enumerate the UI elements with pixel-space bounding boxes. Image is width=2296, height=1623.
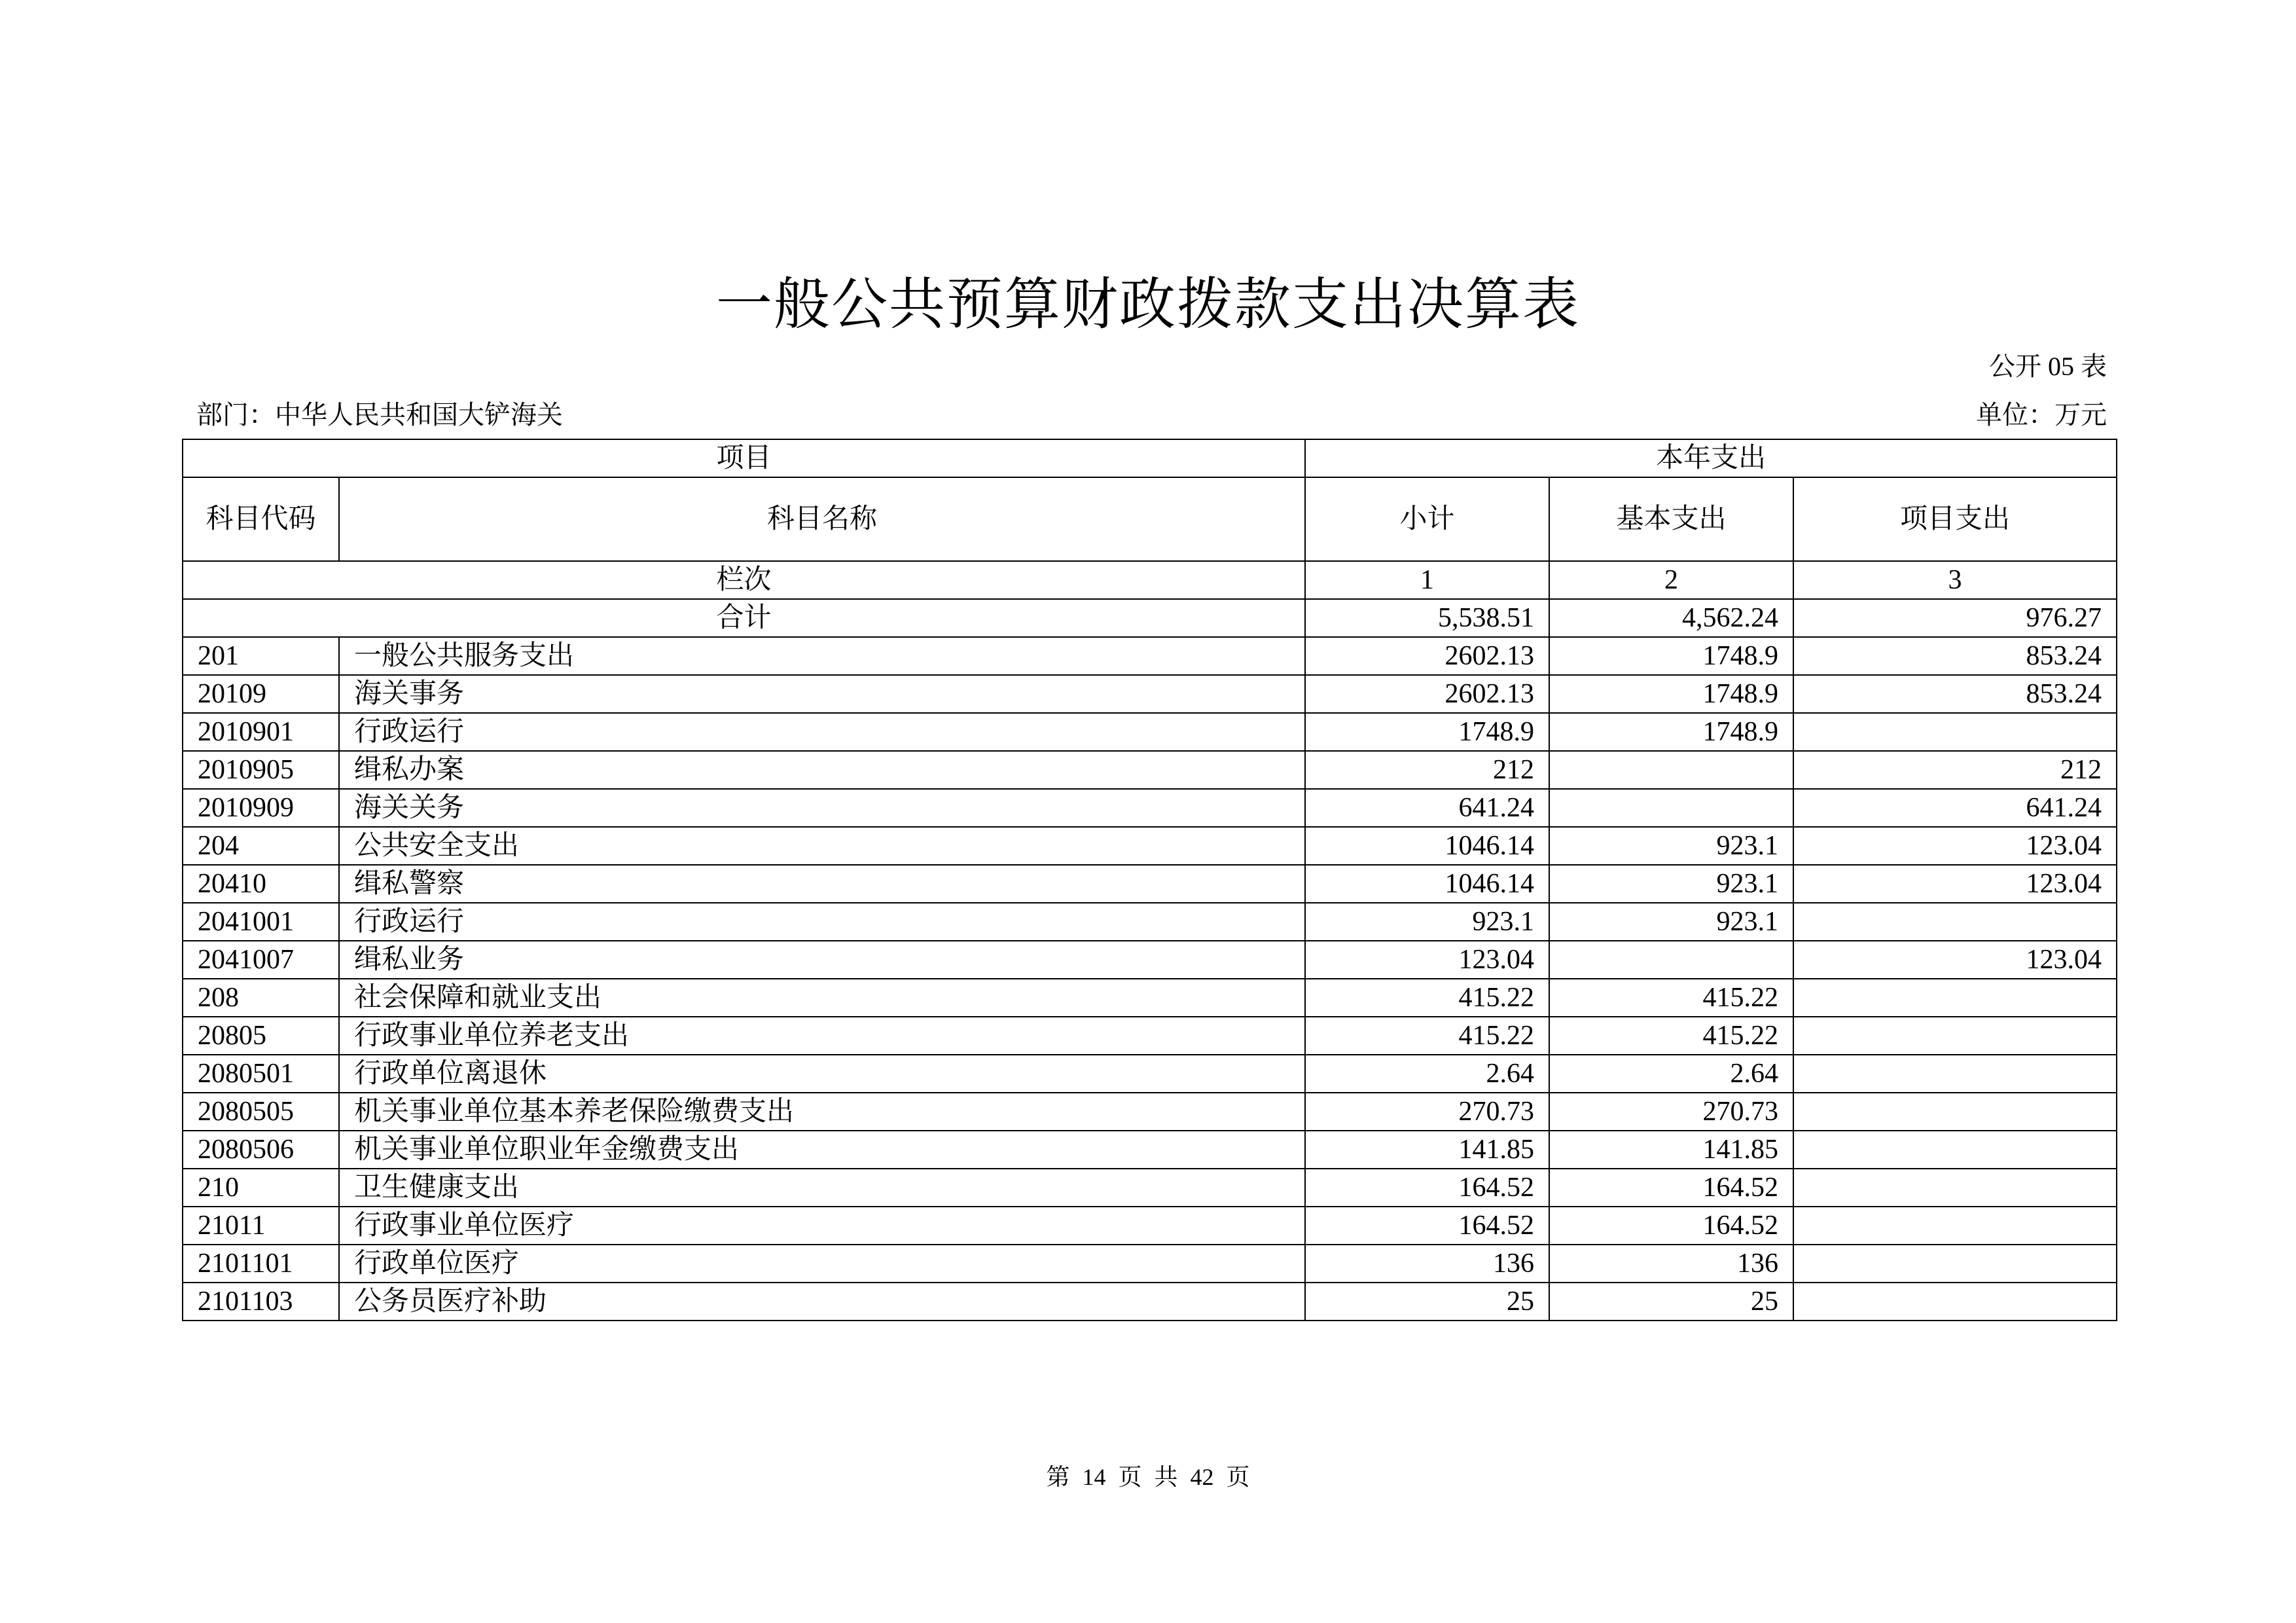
row-basic: 164.52 xyxy=(1549,1207,1793,1245)
row-code: 21011 xyxy=(183,1207,339,1245)
column-index-row xyxy=(183,561,2117,599)
row-subtotal: 641.24 xyxy=(1305,789,1549,827)
row-basic xyxy=(1549,751,1793,789)
row-name: 海关事务 xyxy=(339,675,1305,713)
header-basic: 基本支出 xyxy=(1549,477,1793,561)
header-project-expenditure: 项目支出 xyxy=(1793,477,2117,561)
row-project: 123.04 xyxy=(1793,865,2117,903)
row-project xyxy=(1793,1131,2117,1169)
header-row-top xyxy=(183,439,2117,477)
row-name: 缉私办案 xyxy=(339,751,1305,789)
row-code: 2101101 xyxy=(183,1245,339,1283)
table-row xyxy=(183,675,2117,713)
row-subtotal: 164.52 xyxy=(1305,1169,1549,1207)
row-subtotal: 2602.13 xyxy=(1305,675,1549,713)
table-row xyxy=(183,751,2117,789)
row-code: 2080501 xyxy=(183,1055,339,1093)
row-code: 2080506 xyxy=(183,1131,339,1169)
row-subtotal: 123.04 xyxy=(1305,941,1549,979)
row-subtotal: 923.1 xyxy=(1305,903,1549,941)
row-name: 卫生健康支出 xyxy=(339,1169,1305,1207)
form-number: 公开 05 表 xyxy=(1989,352,2107,381)
page-title: 一般公共预算财政拨款支出决算表 xyxy=(716,273,1580,336)
row-basic: 2.64 xyxy=(1549,1055,1793,1093)
column-index-label: 栏次 xyxy=(183,561,1305,599)
row-code: 2041001 xyxy=(183,903,339,941)
row-basic: 164.52 xyxy=(1549,1169,1793,1207)
column-index-2: 2 xyxy=(1549,561,1793,599)
row-project xyxy=(1793,1093,2117,1131)
row-subtotal: 1046.14 xyxy=(1305,865,1549,903)
row-name: 行政运行 xyxy=(339,713,1305,751)
row-project xyxy=(1793,1169,2117,1207)
row-basic: 1748.9 xyxy=(1549,713,1793,751)
row-code: 20805 xyxy=(183,1017,339,1055)
row-code: 20109 xyxy=(183,675,339,713)
row-subtotal: 1046.14 xyxy=(1305,827,1549,865)
row-basic: 415.22 xyxy=(1549,979,1793,1017)
table-row xyxy=(183,1283,2117,1321)
total-label: 合计 xyxy=(183,599,1305,637)
header-name: 科目名称 xyxy=(339,477,1305,561)
table-row xyxy=(183,903,2117,941)
row-project xyxy=(1793,1245,2117,1283)
column-index-3: 3 xyxy=(1793,561,2117,599)
row-code: 204 xyxy=(183,827,339,865)
row-code: 210 xyxy=(183,1169,339,1207)
row-code: 2080505 xyxy=(183,1093,339,1131)
row-code: 2010909 xyxy=(183,789,339,827)
row-subtotal: 136 xyxy=(1305,1245,1549,1283)
row-subtotal: 164.52 xyxy=(1305,1207,1549,1245)
row-basic: 25 xyxy=(1549,1283,1793,1321)
row-subtotal: 2.64 xyxy=(1305,1055,1549,1093)
row-project xyxy=(1793,1055,2117,1093)
table-row xyxy=(183,979,2117,1017)
row-subtotal: 270.73 xyxy=(1305,1093,1549,1131)
row-basic: 923.1 xyxy=(1549,827,1793,865)
row-code: 2041007 xyxy=(183,941,339,979)
header-code: 科目代码 xyxy=(183,477,339,561)
row-project: 853.24 xyxy=(1793,675,2117,713)
row-basic: 270.73 xyxy=(1549,1093,1793,1131)
row-project xyxy=(1793,1017,2117,1055)
row-basic: 141.85 xyxy=(1549,1131,1793,1169)
table-row xyxy=(183,713,2117,751)
row-name: 机关事业单位职业年金缴费支出 xyxy=(339,1131,1305,1169)
row-project: 212 xyxy=(1793,751,2117,789)
row-subtotal: 212 xyxy=(1305,751,1549,789)
header-subtotal: 小计 xyxy=(1305,477,1549,561)
total-subtotal: 5,538.51 xyxy=(1305,599,1549,637)
row-name: 公共安全支出 xyxy=(339,827,1305,865)
row-code: 20410 xyxy=(183,865,339,903)
row-subtotal: 141.85 xyxy=(1305,1131,1549,1169)
row-code: 2101103 xyxy=(183,1283,339,1321)
row-project xyxy=(1793,979,2117,1017)
row-name: 海关关务 xyxy=(339,789,1305,827)
table-row xyxy=(183,1169,2117,1207)
row-subtotal: 25 xyxy=(1305,1283,1549,1321)
row-project xyxy=(1793,713,2117,751)
table-row xyxy=(183,941,2117,979)
row-code: 2010905 xyxy=(183,751,339,789)
row-name: 缉私警察 xyxy=(339,865,1305,903)
table-row xyxy=(183,1245,2117,1283)
unit-label: 单位：万元 xyxy=(1976,400,2107,429)
total-project: 976.27 xyxy=(1793,599,2117,637)
table-row xyxy=(183,1017,2117,1055)
row-project: 123.04 xyxy=(1793,827,2117,865)
row-basic: 923.1 xyxy=(1549,865,1793,903)
row-name: 行政事业单位养老支出 xyxy=(339,1017,1305,1055)
row-subtotal: 2602.13 xyxy=(1305,637,1549,675)
table-row xyxy=(183,865,2117,903)
row-name: 行政事业单位医疗 xyxy=(339,1207,1305,1245)
row-code: 2010901 xyxy=(183,713,339,751)
row-name: 一般公共服务支出 xyxy=(339,637,1305,675)
table-row xyxy=(183,1207,2117,1245)
header-current-year: 本年支出 xyxy=(1305,439,2117,477)
row-code: 208 xyxy=(183,979,339,1017)
header-row-columns xyxy=(183,477,2117,561)
table-row xyxy=(183,827,2117,865)
row-basic xyxy=(1549,789,1793,827)
table-row xyxy=(183,637,2117,675)
row-subtotal: 1748.9 xyxy=(1305,713,1549,751)
row-subtotal: 415.22 xyxy=(1305,979,1549,1017)
table-row xyxy=(183,1093,2117,1131)
row-basic: 1748.9 xyxy=(1549,675,1793,713)
row-name: 行政单位医疗 xyxy=(339,1245,1305,1283)
header-project: 项目 xyxy=(183,439,1305,477)
total-row xyxy=(183,599,2117,637)
row-name: 社会保障和就业支出 xyxy=(339,979,1305,1017)
row-basic: 415.22 xyxy=(1549,1017,1793,1055)
row-name: 行政单位离退休 xyxy=(339,1055,1305,1093)
row-project: 853.24 xyxy=(1793,637,2117,675)
row-project: 123.04 xyxy=(1793,941,2117,979)
page-footer: 第 14 页 共 42 页 xyxy=(1046,1464,1250,1490)
expenditure-table xyxy=(182,439,2117,1321)
row-project: 641.24 xyxy=(1793,789,2117,827)
row-name: 缉私业务 xyxy=(339,941,1305,979)
row-name: 行政运行 xyxy=(339,903,1305,941)
row-code: 201 xyxy=(183,637,339,675)
table-row xyxy=(183,1055,2117,1093)
row-subtotal: 415.22 xyxy=(1305,1017,1549,1055)
row-name: 机关事业单位基本养老保险缴费支出 xyxy=(339,1093,1305,1131)
total-basic: 4,562.24 xyxy=(1549,599,1793,637)
row-name: 公务员医疗补助 xyxy=(339,1283,1305,1321)
row-basic: 1748.9 xyxy=(1549,637,1793,675)
row-project xyxy=(1793,903,2117,941)
table-row xyxy=(183,1131,2117,1169)
column-index-1: 1 xyxy=(1305,561,1549,599)
row-basic: 136 xyxy=(1549,1245,1793,1283)
department-label: 部门：中华人民共和国大铲海关 xyxy=(196,400,563,429)
row-project xyxy=(1793,1207,2117,1245)
row-basic xyxy=(1549,941,1793,979)
table-row xyxy=(183,789,2117,827)
row-basic: 923.1 xyxy=(1549,903,1793,941)
row-project xyxy=(1793,1283,2117,1321)
